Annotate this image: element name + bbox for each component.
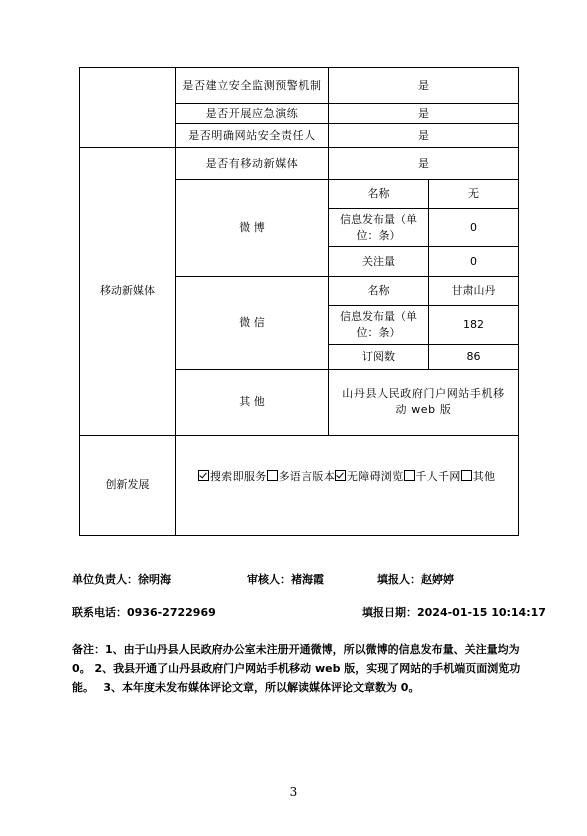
responsible-value: 是 — [329, 124, 519, 148]
wechat-label: 微 信 — [176, 277, 329, 369]
warning-label: 是否建立安全监测预警机制 — [176, 68, 329, 104]
weibo-follow-value: 0 — [429, 247, 519, 277]
other-value: 山丹县人民政府门户网站手机移动 web 版 — [329, 369, 519, 435]
report-date: 填报日期：2024-01-15 10:14:17 — [362, 606, 546, 619]
option-other[interactable]: 其他 — [461, 470, 496, 483]
weibo-follow-label: 关注量 — [329, 247, 429, 277]
option-search-as-service[interactable]: 搜索即服务 — [198, 470, 267, 483]
weibo-label: 微 博 — [176, 180, 329, 277]
blank-section-cell — [80, 68, 176, 148]
mobile-has-value: 是 — [329, 148, 519, 180]
checkbox-empty-icon[interactable] — [404, 470, 415, 481]
filler: 填报人：赵婷婷 — [377, 573, 454, 586]
mobile-has-label: 是否有移动新媒体 — [176, 148, 329, 180]
remarks: 备注：1、由于山丹县人民政府办公室未注册开通微博，所以微博的信息发布量、关注量均为 0。 2、我县开通了山丹县政府门户网站手机移动 web 版，实现了网站的手机端页面浏览功能。 3、本年度未发布媒体评论文章，所以解读媒体评论文章数为 0。 — [72, 643, 521, 694]
option-accessibility[interactable]: 无障碍浏览 — [335, 470, 404, 483]
checkbox-checked-icon[interactable] — [335, 470, 346, 481]
drill-label: 是否开展应急演练 — [176, 104, 329, 124]
drill-value: 是 — [329, 104, 519, 124]
other-label: 其 他 — [176, 369, 329, 435]
responsible-label: 是否明确网站安全责任人 — [176, 124, 329, 148]
wechat-name-label: 名称 — [329, 277, 429, 306]
wechat-name-value: 甘肃山丹 — [429, 277, 519, 306]
innovation-options — [176, 435, 519, 535]
weibo-name-label: 名称 — [329, 180, 429, 209]
wechat-subs-value: 86 — [429, 344, 519, 369]
report-table — [79, 67, 519, 536]
checkbox-empty-icon[interactable] — [461, 470, 472, 481]
wechat-posts-value: 182 — [429, 306, 519, 344]
checkbox-checked-icon[interactable] — [198, 470, 209, 481]
weibo-posts-value: 0 — [429, 209, 519, 247]
wechat-subs-label: 订阅数 — [329, 344, 429, 369]
mobile-section-label: 移动新媒体 — [80, 148, 176, 436]
option-personalized[interactable]: 千人千网 — [404, 470, 461, 483]
contact-phone: 联系电话：0936-2722969 — [72, 606, 216, 619]
reviewer: 审核人：褚海霞 — [247, 573, 324, 586]
page-number: 3 — [289, 785, 298, 799]
warning-value: 是 — [329, 68, 519, 104]
option-multilingual[interactable]: 多语言版本 — [267, 470, 336, 483]
innovation-section-label: 创新发展 — [80, 435, 176, 535]
wechat-posts-label: 信息发布量（单位：条） — [329, 306, 429, 344]
unit-leader: 单位负责人：徐明海 — [72, 573, 171, 586]
checkbox-empty-icon[interactable] — [267, 470, 278, 481]
weibo-posts-label: 信息发布量（单位：条） — [329, 209, 429, 247]
weibo-name-value: 无 — [429, 180, 519, 209]
